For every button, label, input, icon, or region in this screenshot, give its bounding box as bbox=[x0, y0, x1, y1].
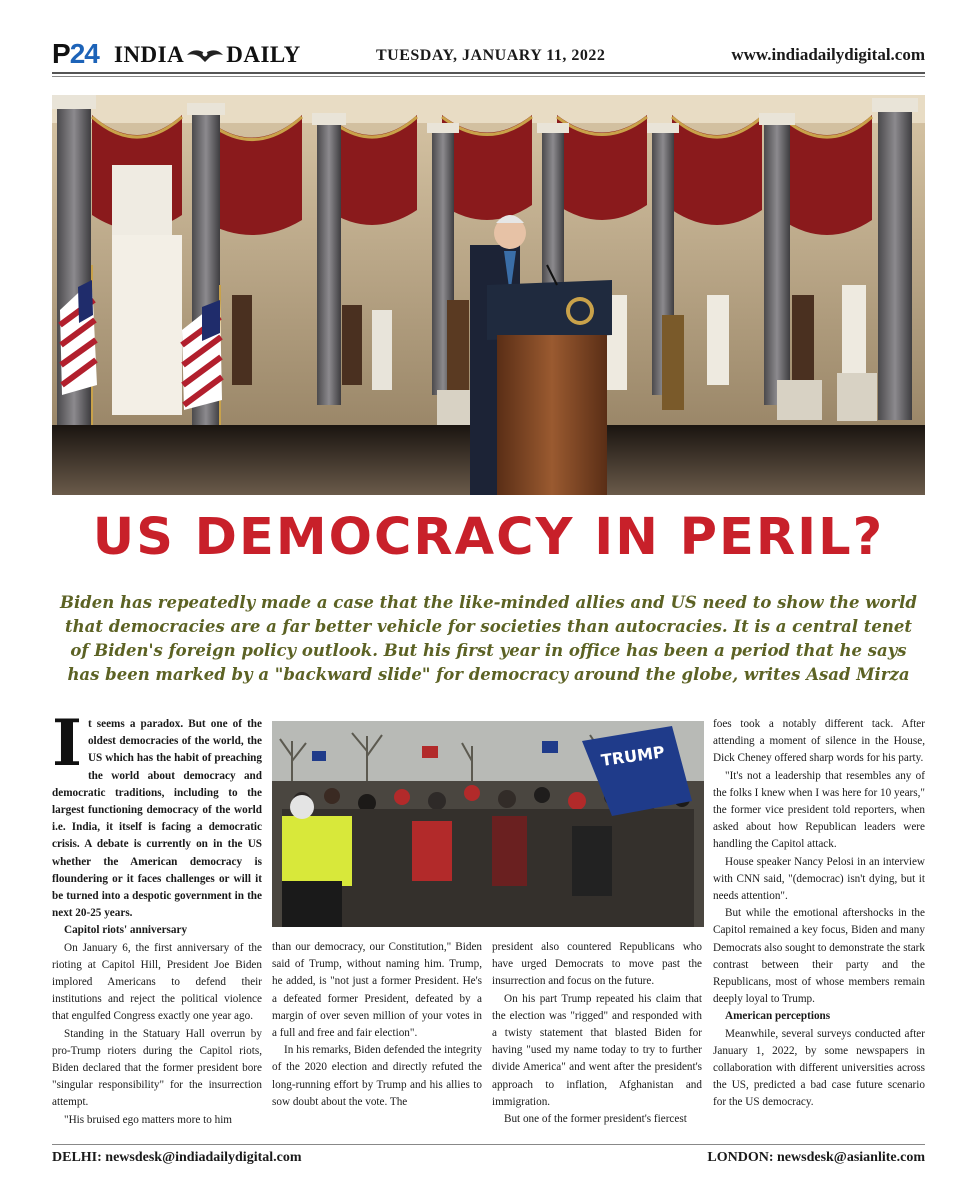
newspaper-logo bbox=[114, 42, 301, 68]
paragraph: foes took a notably different tack. After attending a moment of silence in the House, Dick Cheney offered sharp words for his party. bbox=[713, 718, 925, 765]
paragraph: Meanwhile, several surveys conducted after January 1, 2022, by some newspapers in collaboration with different universities across the US, predicted a bad case future scenario for the US democracy. bbox=[713, 1027, 925, 1109]
footer-london-contact[interactable]: LONDON: newsdesk@asianlite.com bbox=[707, 1150, 925, 1165]
website-link[interactable]: www.indiadailydigital.com bbox=[731, 45, 925, 64]
presidential-podium bbox=[487, 265, 612, 495]
riot-scene bbox=[272, 721, 704, 927]
issue-date: TUESDAY, JANUARY 11, 2022 bbox=[376, 47, 606, 64]
paragraph: In his remarks, Biden defended the integrity of the 2020 election and directly refuted the long-running effort by Trump and his allies to sow doubt about the vote. The bbox=[272, 1044, 482, 1108]
masthead-rule-thin bbox=[52, 76, 925, 77]
brand-right: DAILY bbox=[226, 42, 301, 67]
statuary-hall-scene bbox=[52, 95, 925, 495]
page-number: P24 bbox=[52, 38, 99, 69]
paragraph: "His bruised ego matters more to him bbox=[64, 1113, 232, 1126]
column-3 bbox=[492, 939, 702, 1128]
subhead-capitol-riots: Capitol riots' anniversary bbox=[64, 924, 188, 937]
headline: US DEMOCRACY IN PERIL? bbox=[92, 508, 885, 567]
lead-text: t seems a paradox. But one of the oldest democracies of the world, the US which has the habit of preaching the world about democracy and democratic traditions, including to the largest functioning democracy of the world i.e. India, it itself is facing a democratic crisis. A debate is currently on in the US whether the American democracy is floundering or it faces challenges or will it be turned into a despotic government in the next 20-25 years. bbox=[52, 718, 262, 920]
drop-cap: I bbox=[52, 706, 82, 781]
hero-photo bbox=[52, 95, 925, 495]
column-4 bbox=[713, 716, 925, 1112]
paragraph: On January 6, the first anniversary of the rioting at Capitol Hill, President Joe Biden implored Americans to defend their institutions and reject the political violence that engulfed Congress exactly one year ago. bbox=[52, 941, 262, 1023]
paragraph: But one of the former president's fiercest bbox=[504, 1113, 687, 1126]
masthead-rule bbox=[52, 72, 925, 74]
paragraph: Standing in the Statuary Hall overrun by pro-Trump rioters during the Capitol riots, Biden declared that the former president bore "singular responsibility" for the insurrection attempt. bbox=[52, 1027, 262, 1109]
masthead bbox=[52, 38, 925, 74]
lead-paragraph bbox=[52, 706, 262, 922]
standfirst: Biden has repeatedly made a case that the like-minded allies and US need to show the world that democracies are a far better vehicle for societies than autocracies. It is a central tenet of Biden's foreign policy outlook. But his first year in office has been a period that he says has been marked by a "backward slide" for democracy around the globe, writes Asad Mirza bbox=[60, 593, 917, 684]
paragraph: than our democracy, our Constitution," Biden said of Trump, without naming him. Trump, he added, is "not just a former President. He's a defeated former President, defeated by a margin of over seven million of your votes in a full and free and fair election". bbox=[272, 941, 482, 1040]
footer-rule bbox=[52, 1144, 925, 1145]
paragraph: On his part Trump repeated his claim that the election was "rigged" and responded with a twisty statement that blasted Biden for having "used my name today to try to further divide America" and went after the president's approach to inflation, Afghanistan and immigration. bbox=[492, 992, 702, 1108]
paragraph: "It's not a leadership that resembles any of the folks I knew when I was here for 10 years," the former vice president told reporters, when asked about how Republican leaders were handling the Capitol attack. bbox=[713, 769, 925, 851]
subhead-american-perceptions: American perceptions bbox=[725, 1010, 831, 1023]
eagle-emblem-icon bbox=[186, 46, 224, 64]
paragraph: president also countered Republicans who have urged Democrats to move past the insurrection and focus on the future. bbox=[492, 941, 702, 988]
brand-left: INDIA bbox=[114, 42, 185, 67]
paragraph: But while the emotional aftershocks in the Capitol remained a key focus, Biden and many Democrats also sought to demonstrate the stark contrast between their party and the Republicans, most of whose members remain deeply loyal to Trump. bbox=[713, 907, 925, 1006]
capitol-riot-photo bbox=[272, 721, 704, 927]
paragraph: House speaker Nancy Pelosi in an interview with CNN said, "(democrac) isn't dying, but it needs attention". bbox=[713, 855, 925, 903]
banner-text: TRUMP bbox=[599, 742, 666, 770]
column-2 bbox=[272, 939, 482, 1111]
column-1 bbox=[52, 706, 262, 1129]
footer-delhi-contact[interactable]: DELHI: newsdesk@indiadailydigital.com bbox=[52, 1150, 302, 1165]
